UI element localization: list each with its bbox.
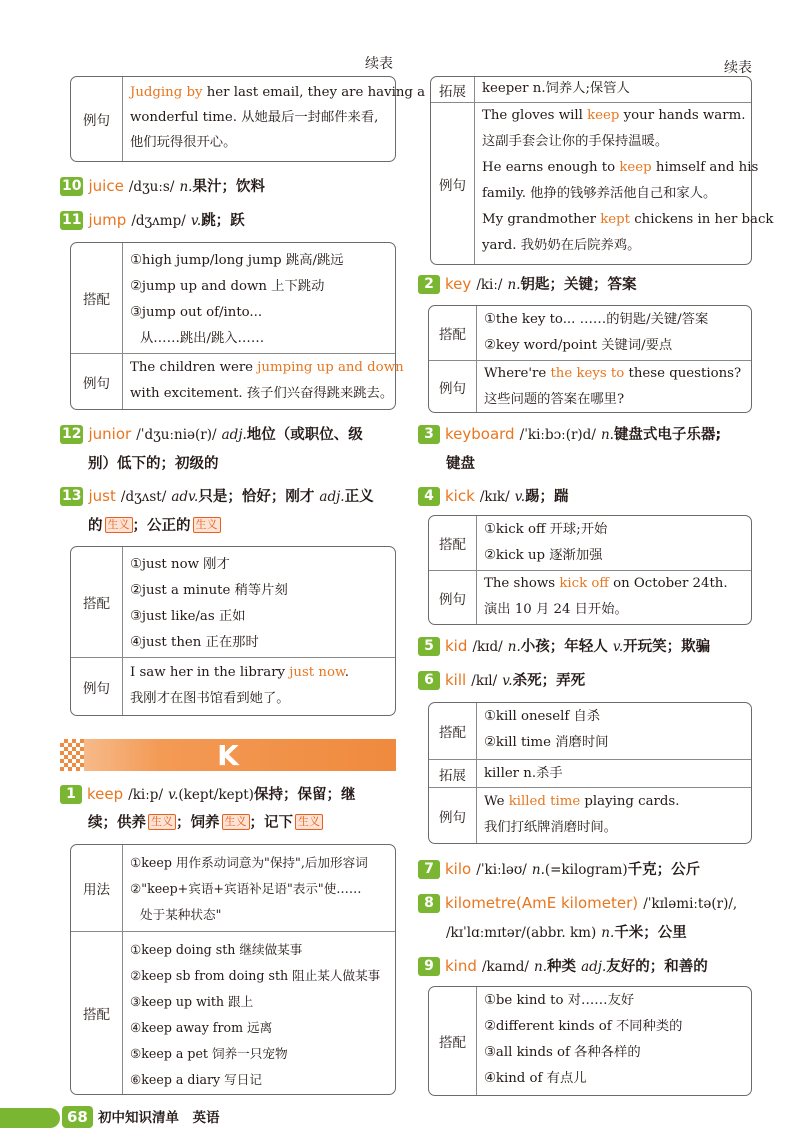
new-meaning-tag: 生义 (222, 814, 250, 830)
headword: just (88, 487, 116, 505)
entry-juice: 10 juice /dʒuːs/ n.果汁；饮料 (62, 177, 265, 195)
entry-number: 3 (418, 425, 440, 444)
entry-just: 13 just /dʒʌst/ adv.只是；恰好；刚才 adj.正义 (62, 487, 374, 505)
entry-number: 10 (62, 178, 82, 194)
headword: kind (445, 957, 477, 975)
entry-number: 11 (62, 212, 82, 228)
headword: kill (445, 671, 467, 689)
headword: kilometre (445, 894, 516, 912)
continued-label-right: 续表 (724, 60, 752, 76)
entry-number: 5 (418, 637, 440, 656)
keep-table: 用法 ①keep 用作系动词意为"保持",后加形容词 ②"keep+宾语+宾语补足语"表示"使…… 处于某种状态" 搭配 ①keep doing sth 继续做某事 ②keep sb from doing sth 阻止某人做某事 ③keep up with 跟上 ④keep away from 远离 ⑤keep a pet 饲养一只宠物 ⑥keep a diary 写日记 (70, 844, 396, 1095)
headword: kilo (445, 860, 472, 878)
new-meaning-tag: 生义 (193, 517, 221, 533)
entry-number: 7 (418, 860, 440, 879)
entry-number: 13 (62, 488, 82, 504)
book-title: 初中知识清单 英语 (98, 1110, 220, 1126)
entry-kid: 5 kid /kɪd/ n.小孩；年轻人 v.开玩笑；欺骗 (418, 630, 710, 663)
headword: jump (88, 211, 127, 229)
headword: juice (88, 177, 124, 195)
entry-key: 2 key /kiː/ n.钥匙；关键；答案 (418, 268, 637, 301)
entry-number: 8 (418, 894, 440, 913)
new-meaning-tag: 生义 (148, 814, 176, 830)
section-letter: K (217, 738, 239, 772)
entry-keep-line2: 续；供养 生义 ；饲养 生义 ；记下 生义 (88, 807, 323, 839)
kill-table: 搭配 ①kill oneself 自杀 ②kill time 消磨时间 拓展 killer n.杀手 例句 We killed time playing cards. 我们打纸牌消磨时间。 (428, 702, 752, 844)
entry-number: 2 (418, 275, 440, 294)
entry-number: 6 (418, 671, 440, 690)
headword: kick (445, 487, 475, 505)
jump-table: 搭配 ①high jump/long jump 跳高/跳远 ②jump up and down 上下跳动 ③jump out of/into... 从……跳出/跳入…… 例句 The children were jumping up and down with excitement. 孩子们兴奋得跳来跳去。 (70, 242, 396, 410)
headword: junior (88, 425, 132, 443)
kick-table: 搭配 ①kick off 开球;开始 ②kick up 逐渐加强 例句 The shows kick off on October 24th. 演出 10 月 24 日开始。 (428, 515, 752, 625)
headword: keyboard (445, 425, 515, 443)
kind-table: 搭配 ①be kind to 对……友好 ②different kinds of 不同种类的 ③all kinds of 各种各样的 ④kind of 有点儿 (428, 986, 752, 1096)
section-banner-k (60, 739, 396, 771)
entry-number: 12 (62, 426, 82, 442)
entry-kill: 6 kill /kɪl/ v.杀死；弄死 (418, 664, 585, 697)
keep-continued-table: 拓展 keeper n.饲养人;保管人 例句 The gloves will keep your hands warm. 这副手套会让你的手保持温暖。 He earns enough to keep himself and his family. 他挣的钱够养活他自己和家人。 My grandmother kept chickens in her back yard. 我奶奶在后院养鸡。 (430, 76, 752, 265)
headword: kid (445, 637, 468, 655)
page-number: 68 (62, 1106, 93, 1128)
entry-keyboard: 3 keyboard /ˈkiːbɔː(r)d/ n.键盘式电子乐器; (418, 418, 721, 451)
new-meaning-tag: 生义 (105, 517, 133, 533)
entry-keep: 1 keep /kiːp/ v.(kept/kept)保持；保留；继 (60, 778, 355, 811)
banner-pattern (60, 739, 84, 771)
entry-kick: 4 kick /kɪk/ v.踢；踹 (418, 480, 569, 513)
entry-junior: 12 junior /ˈdʒuːniə(r)/ adj.地位（或职位、级 (62, 425, 363, 443)
entry-jump: 11 jump /dʒʌmp/ v.跳；跃 (62, 211, 245, 229)
just-table: 搭配 ①just now 刚才 ②just a minute 稍等片刻 ③just like/as 正如 ④just then 正在那时 例句 I saw her in the library just now. 我刚才在图书馆看到她了。 (70, 546, 396, 716)
headword: key (445, 275, 472, 293)
page-footer (0, 1103, 800, 1133)
entry-just-line2: 的 生义 ；公正的 生义 (88, 510, 221, 542)
judging-example-table: 例句 Judging by her last email, they are having a wonderful time. 从她最后一封邮件来看, 他们玩得很开心。 (70, 76, 396, 162)
continued-label-left: 续表 (365, 56, 393, 72)
new-meaning-tag: 生义 (295, 814, 323, 830)
entry-junior-line2: 别）低下的；初级的 (88, 456, 219, 472)
entry-kilometre-line2: /kɪˈlɑːmɪtər/(abbr. km) n.千米；公里 (446, 925, 687, 941)
example-label: 例句 (71, 77, 123, 161)
entry-number: 9 (418, 957, 440, 976)
entry-number: 4 (418, 487, 440, 506)
highlight-phrase: Judging by (130, 85, 203, 100)
entry-kilo: 7 kilo /ˈkiːləʊ/ n.(=kilogram)千克；公斤 (418, 853, 700, 886)
headword: keep (87, 785, 124, 803)
entry-number: 1 (60, 785, 82, 804)
footer-bar (0, 1108, 60, 1128)
key-table: 搭配 ①the key to... ……的钥匙/关键/答案 ②key word/point 关键词/要点 例句 Where're the keys to these questions? 这些问题的答案在哪里? (428, 305, 752, 413)
entry-kind: 9 kind /kaɪnd/ n.种类 adj.友好的；和善的 (418, 950, 708, 983)
entry-keyboard-line2: 键盘 (446, 456, 475, 472)
entry-kilometre: 8 kilometre(AmE kilometer) /ˈkɪləmiːtə(r)/, (418, 887, 737, 920)
